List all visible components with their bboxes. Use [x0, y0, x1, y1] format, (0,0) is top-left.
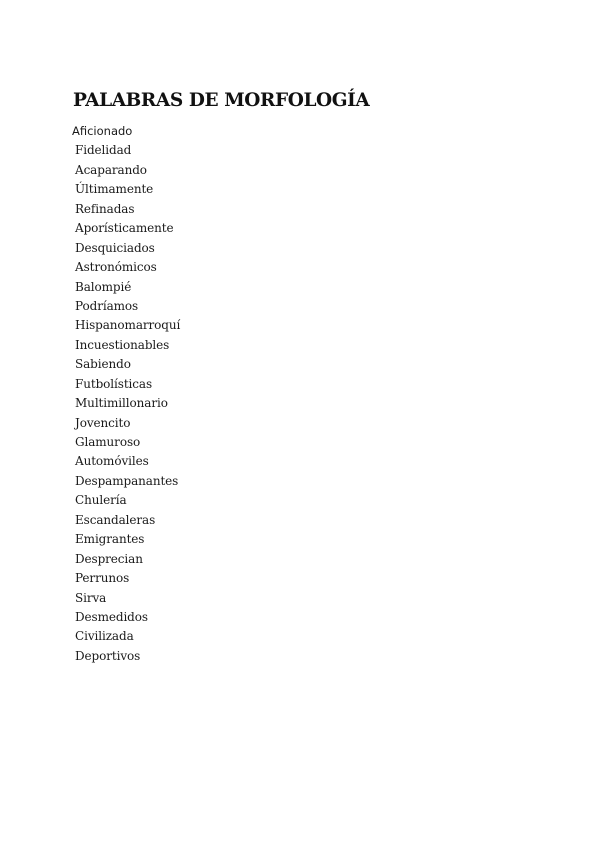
list-item: Chulería — [75, 493, 127, 508]
list-item: Emigrantes — [75, 532, 145, 547]
list-item: Civilizada — [75, 629, 134, 644]
list-item: Desmedidos — [75, 609, 148, 624]
list-item: Desprecian — [75, 551, 143, 566]
list-item: Últimamente — [75, 182, 154, 197]
list-item: Multimillonario — [75, 396, 168, 411]
list-item: Futbolísticas — [75, 376, 153, 391]
list-item: Acaparando — [75, 162, 147, 177]
list-item: Refinadas — [75, 201, 135, 216]
list-item: Astronómicos — [75, 260, 157, 275]
list-item: Podríamos — [75, 298, 139, 313]
list-item: Desquiciados — [75, 240, 155, 255]
list-item: Aficionado — [72, 124, 133, 138]
list-item: Perrunos — [75, 571, 130, 586]
list-item: Sirva — [75, 590, 107, 605]
list-item: Balompié — [75, 279, 132, 294]
list-item: Aporísticamente — [75, 221, 174, 236]
list-item: Sabiendo — [75, 357, 131, 372]
list-item: Fidelidad — [75, 143, 132, 158]
list-item: Escandaleras — [75, 512, 156, 527]
list-item: Deportivos — [75, 648, 141, 663]
list-item: Incuestionables — [75, 337, 170, 352]
page-title: PALABRAS DE MORFOLOGÍA — [73, 90, 370, 111]
list-item: Despampanantes — [75, 473, 179, 488]
word-list — [72, 122, 180, 666]
list-item: Automóviles — [75, 454, 149, 469]
list-item: Jovencito — [75, 415, 131, 430]
list-item: Glamuroso — [75, 435, 141, 449]
list-item: Hispanomarroquí — [75, 318, 181, 333]
